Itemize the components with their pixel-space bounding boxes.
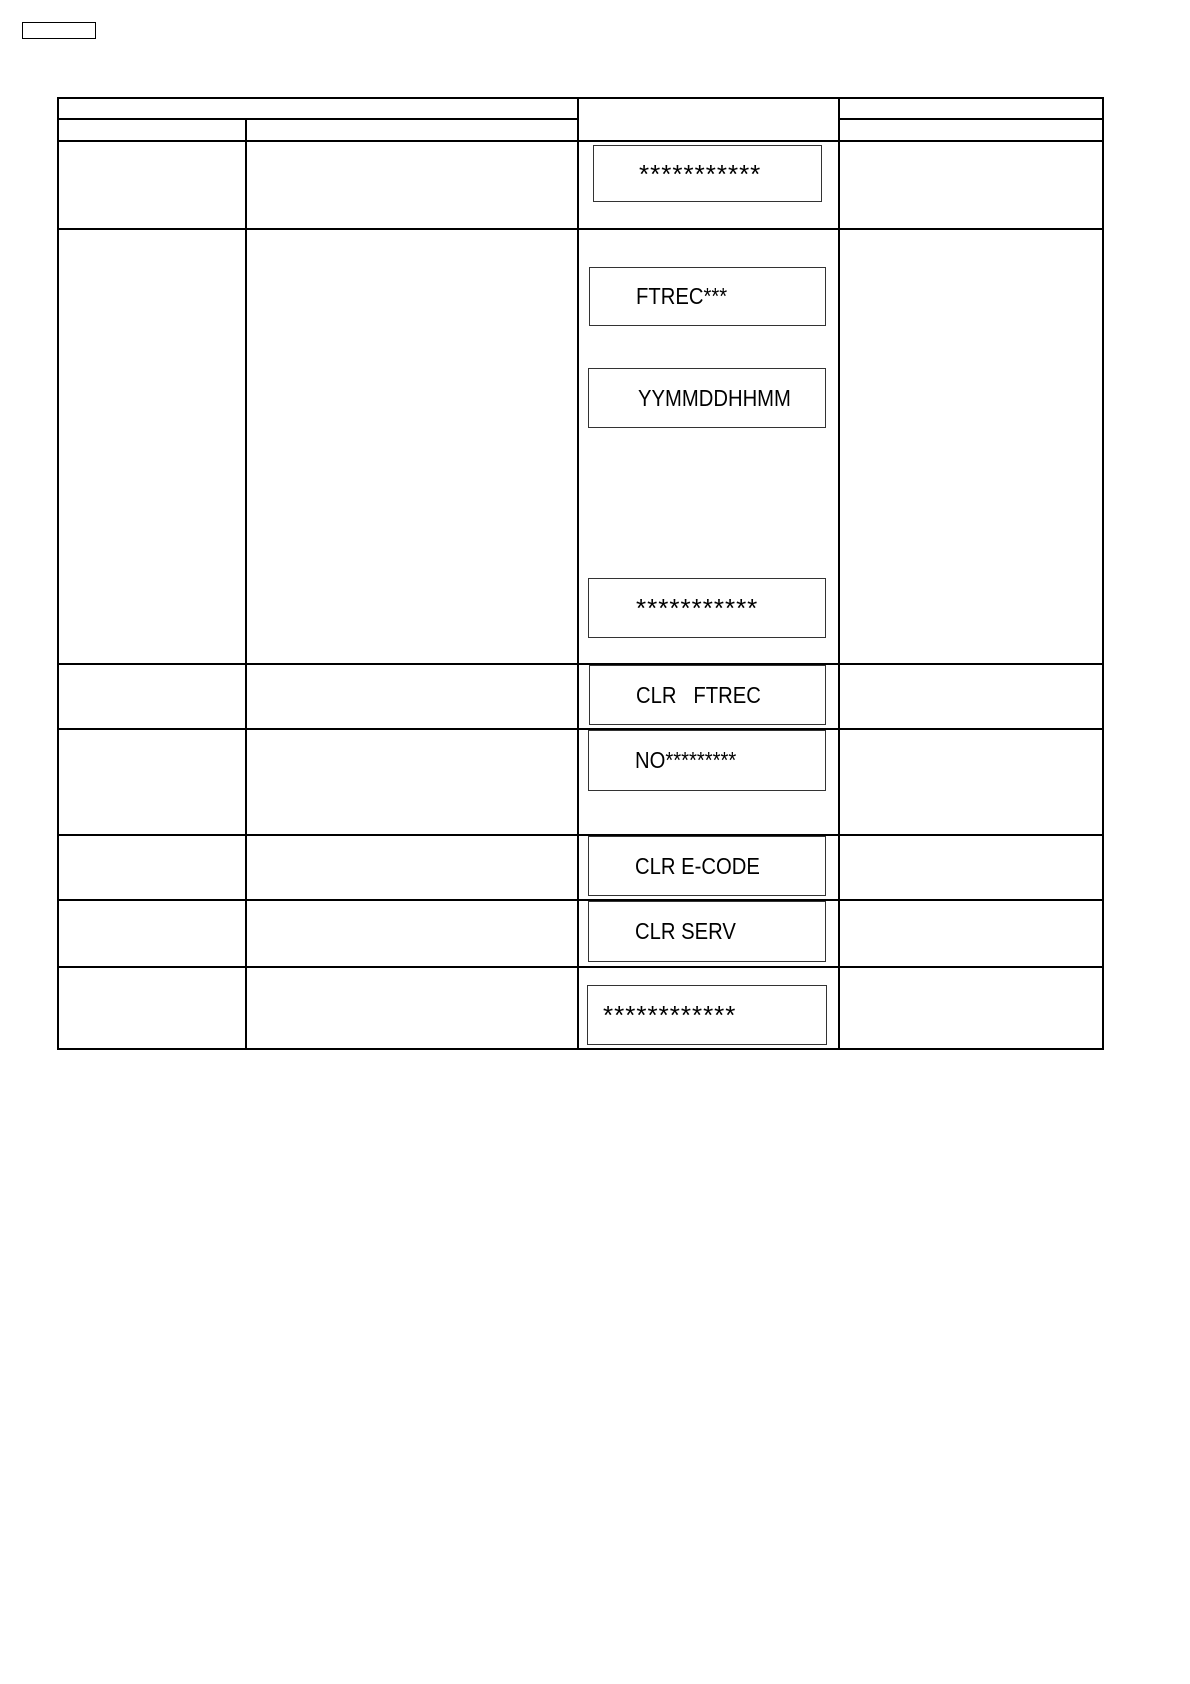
page-label-box	[22, 22, 96, 39]
header-divider-1	[57, 118, 579, 120]
table-border-bottom	[57, 1048, 1104, 1050]
lcd-text: NO*********	[635, 747, 737, 773]
row-divider-2	[57, 663, 1104, 665]
lcd-text: CLR E-CODE	[635, 852, 760, 879]
lcd-text: ***********	[636, 593, 759, 623]
header-divider-1-right	[839, 118, 1104, 120]
row-divider-1	[57, 228, 1104, 230]
row-divider-6	[57, 966, 1104, 968]
row-divider-5	[57, 899, 1104, 901]
lcd-text: FTREC***	[636, 283, 728, 309]
row-divider-4	[57, 834, 1104, 836]
lcd-display	[593, 145, 822, 202]
lcd-text: ************	[603, 1000, 737, 1030]
column-divider-3	[838, 97, 840, 1050]
lcd-text: YYMMDDHHMM	[638, 384, 791, 411]
column-divider-1	[245, 118, 247, 1050]
lcd-display	[587, 985, 827, 1045]
table-border-right	[1102, 97, 1104, 1050]
lcd-text: CLR FTREC	[636, 681, 761, 708]
column-divider-2	[577, 97, 579, 1050]
header-divider-2	[57, 140, 1104, 142]
lcd-display	[588, 368, 826, 428]
table-border-left	[57, 97, 59, 1050]
lcd-display	[589, 665, 826, 725]
row-divider-3	[57, 728, 1104, 730]
lcd-display	[589, 267, 826, 326]
table-border-top	[57, 97, 1104, 99]
lcd-display	[588, 578, 826, 638]
lcd-text: ***********	[639, 158, 762, 189]
lcd-display	[588, 836, 826, 896]
lcd-text: CLR SERV	[635, 918, 736, 944]
lcd-display	[588, 901, 826, 962]
lcd-display	[588, 730, 826, 791]
